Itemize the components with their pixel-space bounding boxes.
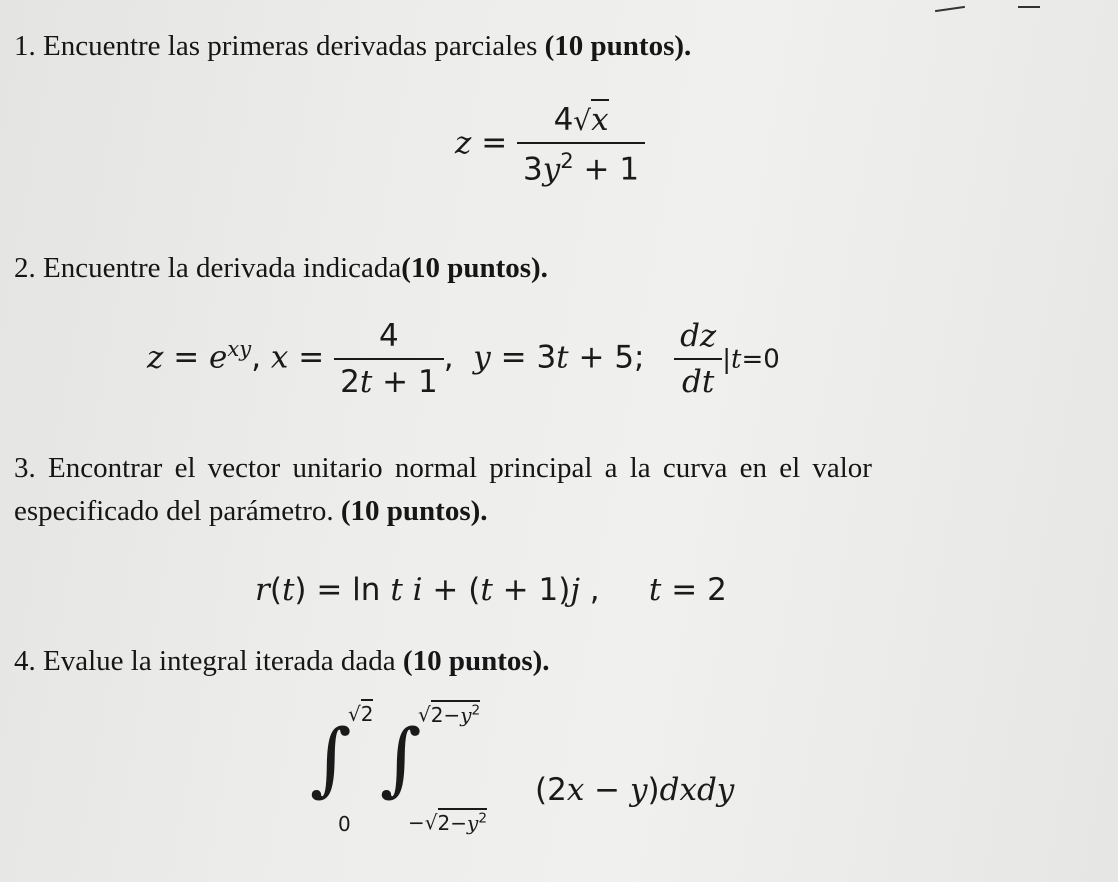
equation-2: $z = e^{xy}$, x = $\frac{4}{2t + 1}$ , y = 3t + 5; $\frac{dz}{dt}$ |t=0 (147, 318, 780, 400)
equation-4: ∫ √2 0 ∫ $√2-y^2$ $-√2-y^2$ (2x − y)dxdy (310, 700, 810, 850)
question-1: 1. Encuentre las primeras derivadas parciales (10 puntos). (14, 30, 692, 62)
equation-1: z = $\frac{4√x}{3y^2 + 1}$ (455, 102, 645, 187)
question-4: 4. Evalue la integral iterada dada (10 puntos). (14, 645, 550, 677)
corner-mark (935, 6, 965, 12)
corner-mark (1018, 6, 1040, 8)
question-3-line1: 3. Encontrar el vector unitario normal principal a la curva en el valor (14, 452, 872, 484)
equation-3: r(t) = ln t i + (t + 1)j , t = 2 (255, 572, 727, 608)
question-2: 2. Encuentre la derivada indicada(10 puntos). (14, 252, 548, 284)
question-3-line2: especificado del parámetro. (10 puntos). (14, 495, 488, 527)
